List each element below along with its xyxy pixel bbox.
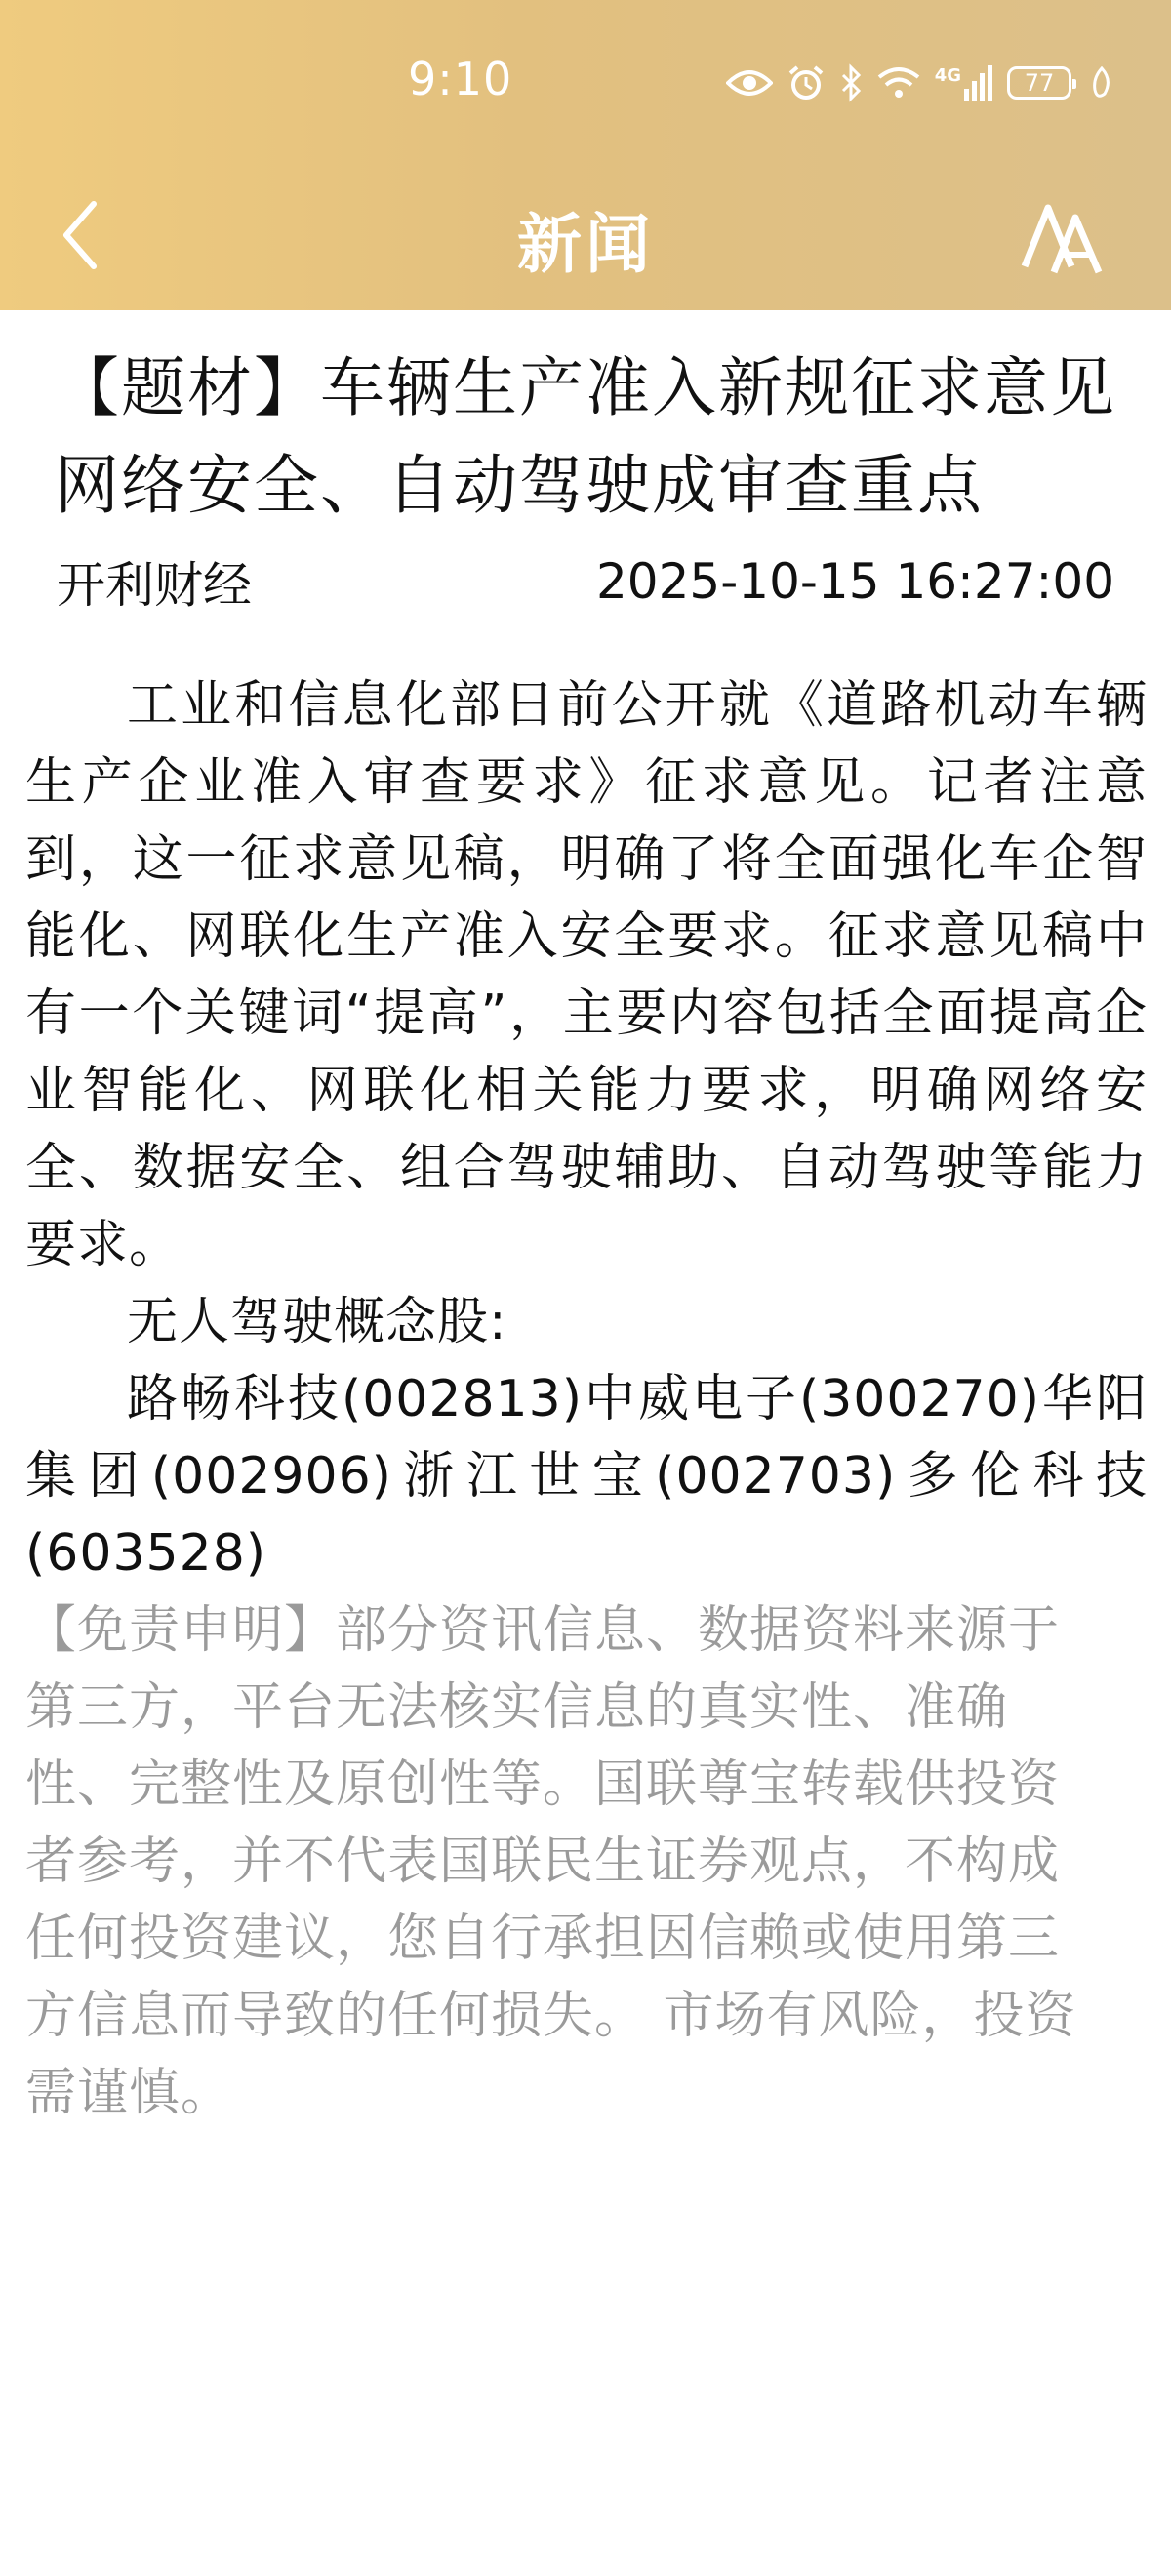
- article-source: 开利财经: [57, 557, 252, 614]
- article-meta: [0, 543, 1171, 621]
- network-type: 4G: [934, 65, 961, 86]
- article-body: [0, 667, 1171, 2132]
- disclaimer: 【免责申明】部分资讯信息、数据资料来源于第三方，平台无法核实信息的真实性、准确性、完整性及原创性等。国联尊宝转载供投资者参考，并不代表国联民生证券观点，不构成任何投资建议，您自行承担因信赖或使用第三方信息而导致的任何损失。 市场有风险，投资需谨慎。: [25, 1601, 1077, 2122]
- article-paragraph: 无人驾驶概念股:: [127, 1293, 507, 1351]
- nav-bar: [0, 171, 1171, 310]
- font-size-button[interactable]: [1019, 190, 1112, 284]
- battery-icon: [1007, 66, 1071, 100]
- article: [0, 310, 1171, 2132]
- status-bar: [0, 0, 1171, 171]
- article-datetime: 2025-10-15 16:27:00: [595, 553, 1114, 610]
- wifi-icon: [876, 65, 921, 101]
- bluetooth-icon: [839, 63, 863, 102]
- app-header: [0, 0, 1171, 310]
- article-paragraph: 工业和信息化部日前公开就《道路机动车辆生产企业准入审查要求》征求意见。记者注意到，这一征求意见稿，明确了将全面强化车企智能化、网联化生产准入安全要求。征求意见稿中有一个关键词“提高”，主要内容包括全面提高企业智能化、网联化相关能力要求，明确网络安全、数据安全、组合驾驶辅助、自动驾驶等能力要求。: [25, 676, 1148, 1274]
- page-title: 新闻: [517, 207, 654, 282]
- article-paragraph: 路畅科技(002813)中威电子(300270)华阳集团(002906)浙江世宝(002703)多伦科技(603528): [25, 1370, 1148, 1583]
- signal-icon: [935, 65, 993, 101]
- leaf-icon: [1091, 66, 1112, 100]
- battery-level: 77: [1024, 69, 1055, 97]
- alarm-icon: [787, 63, 826, 102]
- eye-icon: [726, 67, 773, 99]
- article-title: 【题材】车辆生产准入新规征求意见 网络安全、自动驾驶成审查重点: [55, 350, 1116, 523]
- status-time: 9:10: [408, 53, 513, 105]
- font-size-icon: [1019, 269, 1112, 288]
- status-icons: [726, 59, 1112, 107]
